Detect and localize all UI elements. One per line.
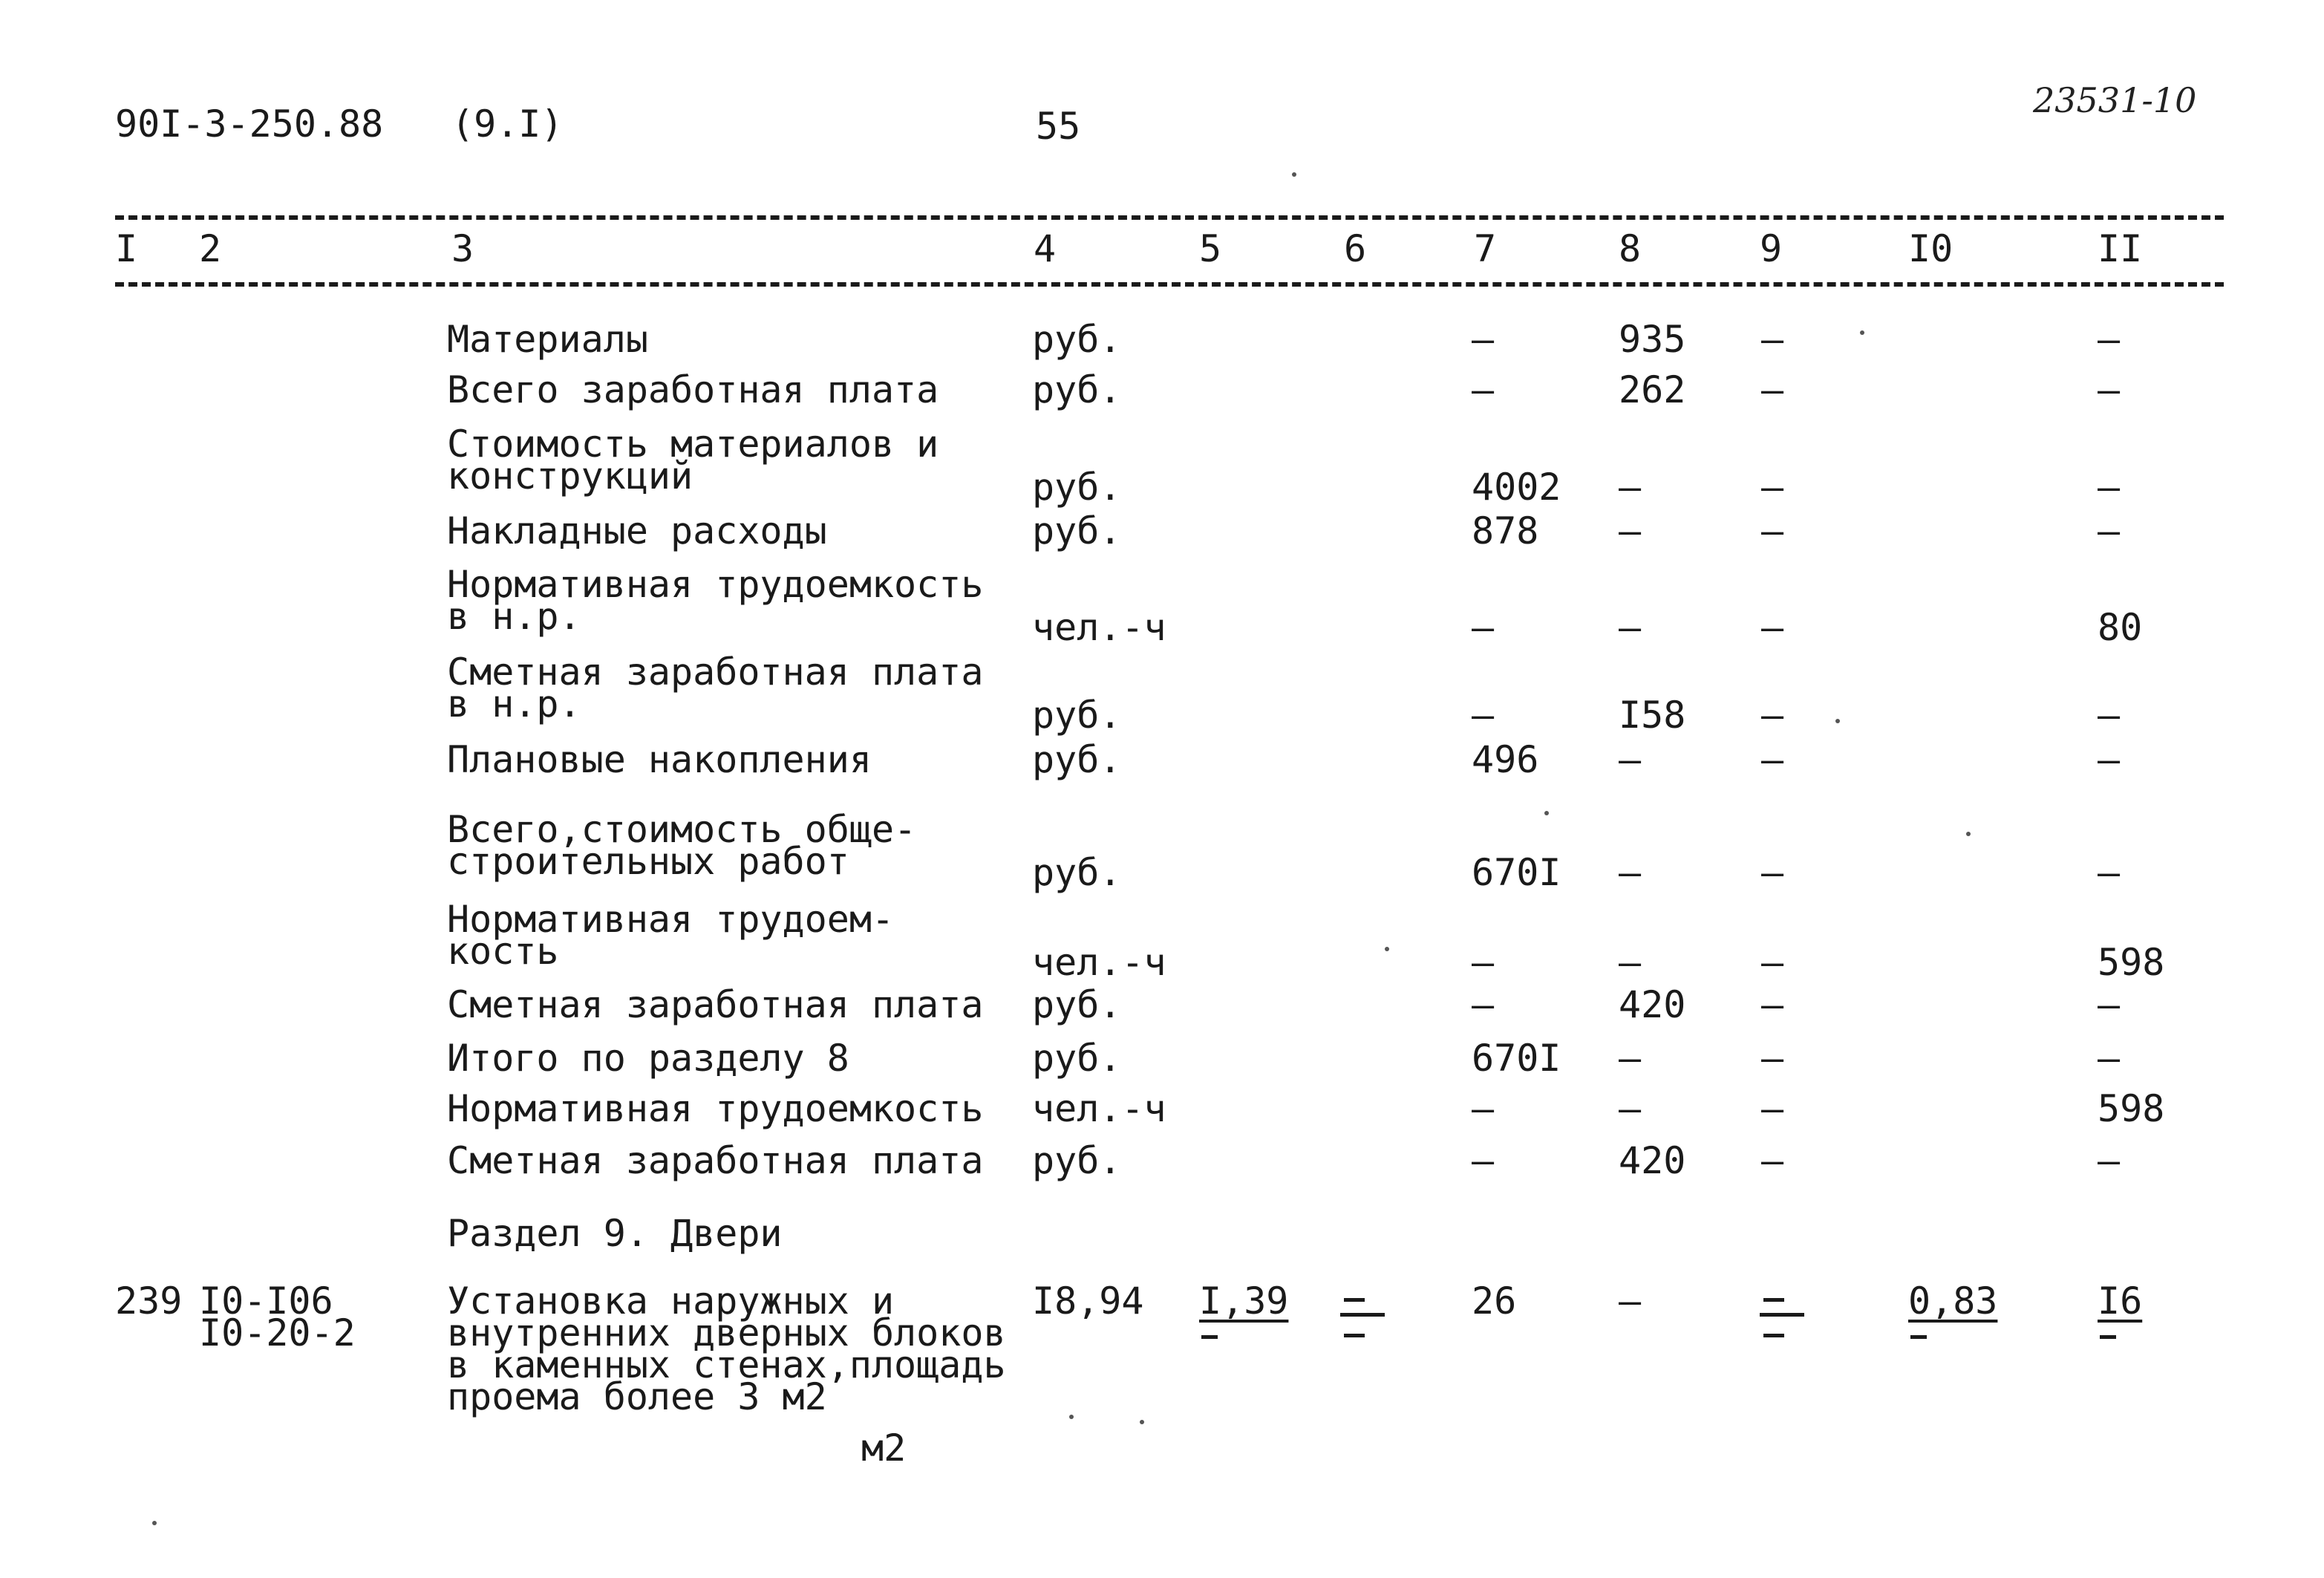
row-label: Сметная заработная плата <box>447 651 984 694</box>
row-col8: – <box>1619 1037 1642 1080</box>
section-reference: (9.I) <box>451 102 564 146</box>
row-col11: – <box>2098 694 2121 737</box>
row-col9: – <box>1761 1139 1784 1182</box>
row-unit: руб. <box>1032 738 1122 781</box>
row-col7: – <box>1472 1139 1495 1182</box>
item-col9-fraction-bar <box>1760 1313 1804 1317</box>
item-col5: I,39 <box>1199 1279 1289 1323</box>
row-col8: – <box>1619 1087 1642 1130</box>
row-col11: – <box>2098 368 2121 411</box>
row-col7: – <box>1472 318 1495 361</box>
row-col8: – <box>1619 509 1642 552</box>
scan-speck <box>1140 1420 1144 1424</box>
row-label: в н.р. <box>447 595 581 638</box>
row-label: строительных работ <box>447 840 849 883</box>
column-header-cell: 6 <box>1344 227 1367 270</box>
row-col8: 420 <box>1619 983 1686 1026</box>
header-rule-bottom <box>115 282 2224 287</box>
row-col9: – <box>1761 738 1784 781</box>
row-unit: руб. <box>1032 509 1122 552</box>
row-col8: 262 <box>1619 368 1686 411</box>
row-col8: – <box>1619 851 1642 894</box>
item-col7: 26 <box>1472 1279 1517 1323</box>
row-col11: 80 <box>2098 606 2143 649</box>
row-col9: – <box>1761 318 1784 361</box>
row-unit: руб. <box>1032 466 1122 509</box>
row-label: Сметная заработная плата <box>447 983 984 1026</box>
item-col6-fraction-bar <box>1340 1313 1385 1317</box>
row-unit: руб. <box>1032 1139 1122 1182</box>
column-header-cell: 9 <box>1760 227 1783 270</box>
row-label: кость <box>447 930 559 973</box>
row-label: Накладные расходы <box>447 509 827 552</box>
item-col9-fraction-top <box>1763 1298 1784 1302</box>
row-col9: – <box>1761 368 1784 411</box>
header-rule-top <box>115 215 2224 220</box>
column-header-cell: 5 <box>1199 227 1222 270</box>
item-col6-fraction-bottom <box>1344 1334 1365 1337</box>
row-label: Итого по разделу 8 <box>447 1037 849 1080</box>
row-col9: – <box>1761 606 1784 649</box>
row-col11: 598 <box>2098 941 2165 984</box>
row-col11: 598 <box>2098 1087 2165 1130</box>
row-col7: – <box>1472 1087 1495 1130</box>
row-col8: 420 <box>1619 1139 1686 1182</box>
item-col6-fraction-top <box>1344 1298 1365 1302</box>
item-code-primary: I0-I06 <box>199 1279 333 1323</box>
row-col11: – <box>2098 509 2121 552</box>
row-col9: – <box>1761 983 1784 1026</box>
item-number: 239 <box>115 1279 183 1323</box>
row-label: Материалы <box>447 318 648 361</box>
item-col11: I6 <box>2098 1279 2143 1323</box>
item-col9-fraction-bottom <box>1763 1334 1784 1337</box>
scan-speck <box>1966 832 1971 836</box>
row-label: Всего,стоимость обще- <box>447 808 917 851</box>
row-unit: руб. <box>1032 694 1122 737</box>
row-col7: 670I <box>1472 1037 1561 1080</box>
document-code: 90I-3-250.88 <box>115 102 384 146</box>
row-label: Плановые накопления <box>447 738 872 781</box>
row-label: Нормативная трудоемкость <box>447 563 984 606</box>
row-col11: – <box>2098 318 2121 361</box>
page-number: 55 <box>1036 105 1081 148</box>
row-label: Нормативная трудоем- <box>447 898 895 941</box>
column-header-cell: I0 <box>1908 227 1953 270</box>
row-col9: – <box>1761 694 1784 737</box>
row-unit: чел.-ч <box>1032 1087 1166 1130</box>
scan-speck <box>1860 330 1864 335</box>
row-col7: – <box>1472 983 1495 1026</box>
item-description-line-4: проема более 3 м2 <box>447 1375 827 1418</box>
row-unit: чел.-ч <box>1032 606 1166 649</box>
row-col8: I58 <box>1619 694 1686 737</box>
item-unit: м2 <box>861 1427 907 1470</box>
handwritten-reference: 23531-10 <box>2033 80 2197 120</box>
row-col8: 935 <box>1619 318 1686 361</box>
row-col9: – <box>1761 509 1784 552</box>
item-col10: 0,83 <box>1908 1279 1998 1323</box>
item-col11-denominator <box>2100 1335 2116 1339</box>
row-col9: – <box>1761 851 1784 894</box>
row-col9: – <box>1761 466 1784 509</box>
item-col4: I8,94 <box>1032 1279 1144 1323</box>
row-col7: – <box>1472 606 1495 649</box>
column-header-cell: 7 <box>1474 227 1497 270</box>
row-label: конструкций <box>447 454 693 498</box>
column-header-cell: 2 <box>199 227 222 270</box>
row-col7: – <box>1472 368 1495 411</box>
row-col7: 496 <box>1472 738 1539 781</box>
row-label: Нормативная трудоемкость <box>447 1087 984 1130</box>
scan-speck <box>1292 172 1296 177</box>
row-col11: – <box>2098 738 2121 781</box>
item-description-line-1: Установка наружных и <box>447 1279 895 1323</box>
row-col11: – <box>2098 851 2121 894</box>
scan-speck <box>152 1521 157 1525</box>
row-label: в н.р. <box>447 682 581 726</box>
section-title: Раздел 9. Двери <box>447 1212 783 1255</box>
item-col5-denominator <box>1201 1335 1218 1339</box>
row-col8: – <box>1619 466 1642 509</box>
row-label: Сметная заработная плата <box>447 1139 984 1182</box>
row-col11: – <box>2098 1139 2121 1182</box>
row-unit: руб. <box>1032 851 1122 894</box>
column-header-cell: I <box>115 227 138 270</box>
row-col9: – <box>1761 941 1784 984</box>
row-col7: 4002 <box>1472 466 1561 509</box>
row-unit: руб. <box>1032 368 1122 411</box>
row-col8: – <box>1619 941 1642 984</box>
scan-speck <box>1544 811 1549 815</box>
scan-speck <box>1069 1415 1074 1419</box>
row-unit: чел.-ч <box>1032 941 1166 984</box>
item-col8: – <box>1619 1279 1642 1323</box>
item-code-secondary: I0-20-2 <box>199 1311 356 1354</box>
row-label: Всего заработная плата <box>447 368 939 411</box>
row-unit: руб. <box>1032 318 1122 361</box>
row-col8: – <box>1619 738 1642 781</box>
row-col7: 670I <box>1472 851 1561 894</box>
row-col8: – <box>1619 606 1642 649</box>
row-col11: – <box>2098 983 2121 1026</box>
column-header-cell: 3 <box>451 227 474 270</box>
row-unit: руб. <box>1032 983 1122 1026</box>
row-col9: – <box>1761 1037 1784 1080</box>
item-description-line-3: в каменных стенах,площадь <box>447 1343 1006 1386</box>
row-col7: 878 <box>1472 509 1539 552</box>
row-col7: – <box>1472 694 1495 737</box>
item-description-line-2: внутренних дверных блоков <box>447 1311 1006 1354</box>
column-header-cell: 4 <box>1034 227 1057 270</box>
row-col11: – <box>2098 466 2121 509</box>
row-col9: – <box>1761 1087 1784 1130</box>
row-label: Стоимость материалов и <box>447 423 939 466</box>
scan-speck <box>1835 719 1840 723</box>
scan-speck <box>1385 947 1389 951</box>
column-header-cell: 8 <box>1619 227 1642 270</box>
row-col7: – <box>1472 941 1495 984</box>
row-unit: руб. <box>1032 1037 1122 1080</box>
item-col10-denominator <box>1910 1335 1927 1339</box>
row-col11: – <box>2098 1037 2121 1080</box>
column-header-cell: II <box>2098 227 2143 270</box>
